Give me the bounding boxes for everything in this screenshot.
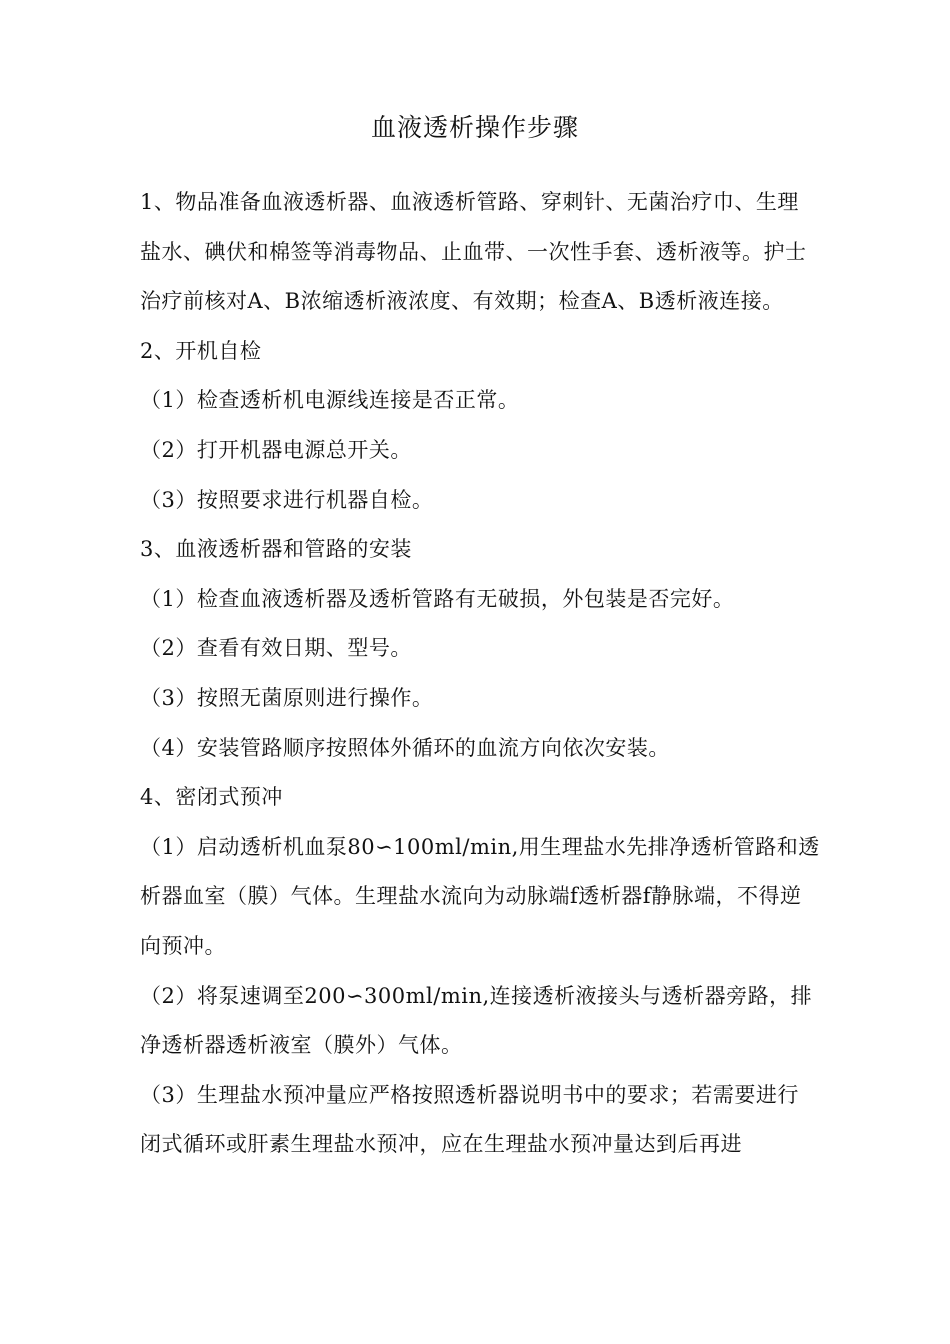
list-item: （1）检查透析机电源线连接是否正常。 [140, 388, 520, 413]
section-3-heading: 3、血液透析器和管路的安装 [140, 537, 412, 562]
list-item: （2）查看有效日期、型号。 [140, 636, 412, 661]
list-item: （2）将泵速调至200∽300ml/min,连接透析液接头与透析器旁路，排净透析器透析液室（膜外）气体。 [140, 983, 813, 1058]
list-item: （3）按照要求进行机器自检。 [140, 487, 434, 512]
section-1-materials: 1、物品准备血液透析器、血液透析管路、穿刺针、无菌治疗巾、生理盐水、碘伏和棉签等消毒物品、止血带、一次性手套、透析液等。护士治疗前核对A、B浓缩透析液浓度、有效期；检查A、B透析液连接。 [140, 190, 807, 314]
document-title: 血液透析操作步骤 [370, 113, 579, 142]
document-body [140, 178, 820, 1170]
list-item: （2）打开机器电源总开关。 [140, 437, 412, 462]
list-item: （3）按照无菌原则进行操作。 [140, 685, 434, 710]
section-4-heading: 4、密闭式预冲 [140, 785, 283, 810]
list-item: （4）安装管路顺序按照体外循环的血流方向依次安装。 [140, 735, 670, 760]
list-item: （1）检查血液透析器及透析管路有无破损，外包装是否完好。 [140, 586, 735, 611]
list-item: （1）启动透析机血泵80∽100ml/min,用生理盐水先排净透析管路和透析器血室（膜）气体。生理盐水流向为动脉端f透析器f静脉端，不得逆向预冲。 [140, 834, 820, 958]
section-2-heading: 2、开机自检 [140, 338, 262, 363]
list-item: （3）生理盐水预冲量应严格按照透析器说明书中的要求；若需要进行闭式循环或肝素生理盐水预冲，应在生理盐水预冲量达到后再进 [140, 1082, 799, 1157]
